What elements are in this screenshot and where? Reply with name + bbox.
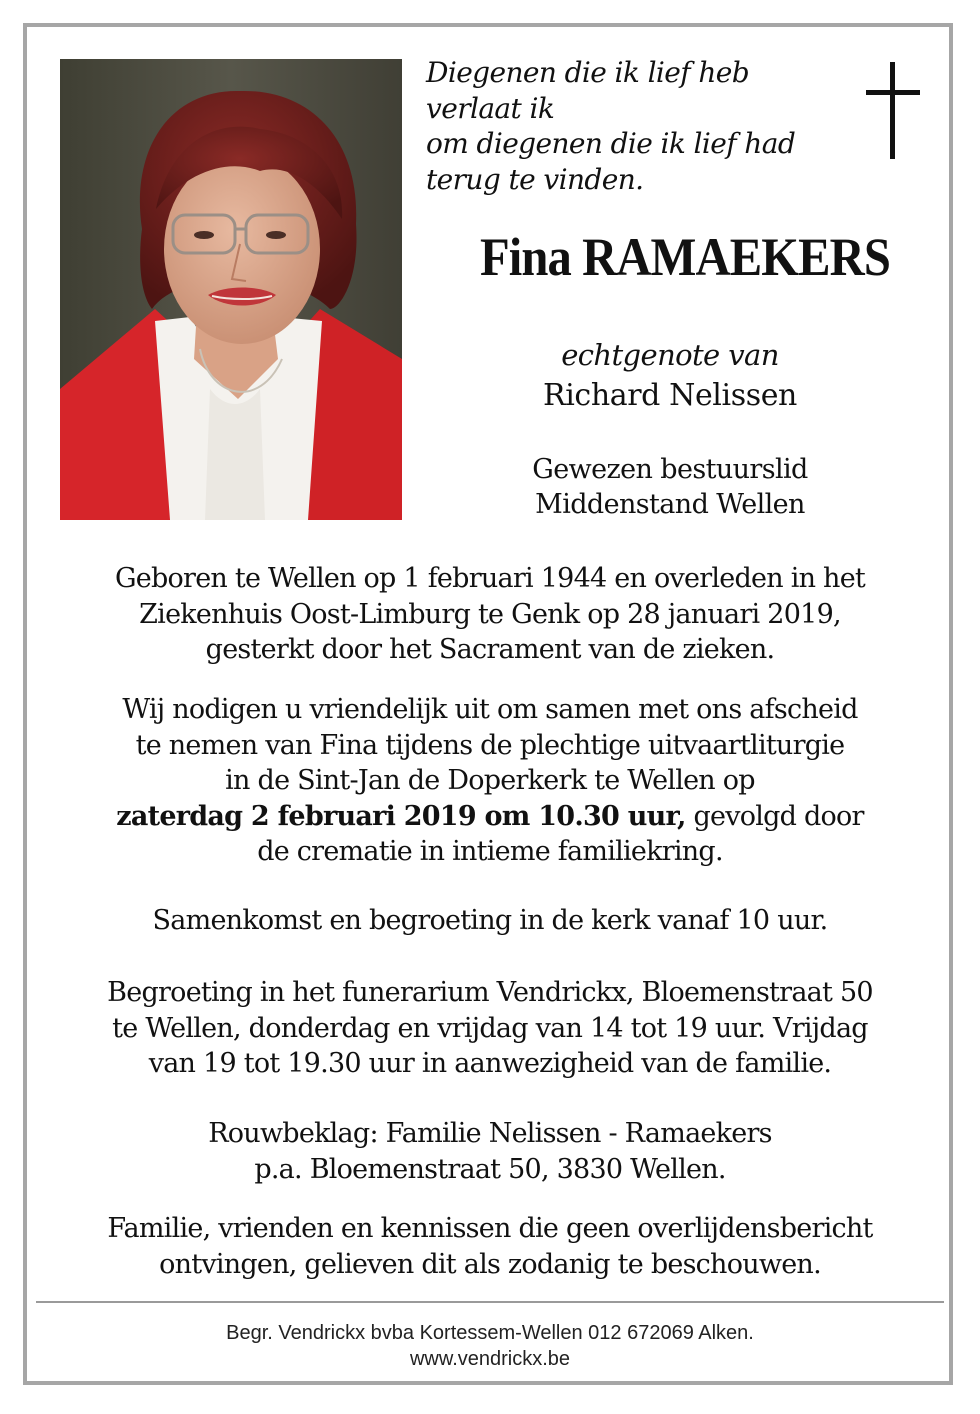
paragraph-line: Wij nodigen u vriendelijk uit om samen met ons afscheid	[122, 694, 858, 725]
role-line: Middenstand Wellen	[535, 489, 805, 520]
poem-line: terug te vinden.	[426, 162, 644, 196]
funeral-home-footer	[40, 1320, 940, 1372]
gathering-paragraph	[40, 903, 940, 939]
notice-paragraph	[40, 1211, 940, 1282]
paragraph-line: Samenkomst en begroeting in de kerk vanaf 10 uur.	[152, 905, 828, 936]
footer-divider	[36, 1301, 944, 1303]
memorial-poem	[426, 55, 826, 197]
paragraph-line: Ziekenhuis Oost-Limburg te Genk op 28 januari 2019,	[139, 598, 841, 630]
funeral-date-rest: gevolgd door	[685, 800, 864, 832]
paragraph-line: p.a. Bloemenstraat 50, 3830 Wellen.	[254, 1153, 726, 1185]
paragraph-line: te Wellen, donderdag en vrijdag van 14 tot 19 uur. Vrijdag	[112, 1012, 868, 1044]
poem-line: om diegenen die ik lief had	[426, 127, 796, 160]
birth-death-paragraph	[40, 561, 940, 668]
invitation-paragraph	[40, 692, 940, 870]
paragraph-line: in de Sint-Jan de Doperkerk te Wellen op	[225, 765, 755, 796]
spouse-label: echtgenote van	[561, 338, 779, 372]
paragraph-line: Geboren te Wellen op 1 februari 1944 en overleden in het	[114, 563, 866, 594]
paragraph-line: Begroeting in het funerarium Vendrickx, Bloemenstraat 50	[107, 977, 873, 1008]
paragraph-line: te nemen van Fina tijdens de plechtige uitvaartliturgie	[135, 729, 845, 761]
paragraph-line: van 19 tot 19.30 uur in aanwezigheid van de familie.	[148, 1048, 832, 1079]
deceased-name: Fina RAMAEKERS	[479, 227, 890, 287]
condolences-paragraph	[40, 1116, 940, 1187]
paragraph-line: gesterkt door het Sacrament van de zieken.	[205, 634, 775, 665]
paragraph-line: Familie, vrienden en kennissen die geen overlijdensbericht	[107, 1213, 873, 1244]
role-line: Gewezen bestuurslid	[532, 454, 808, 485]
viewing-paragraph	[40, 975, 940, 1082]
role-description	[440, 452, 900, 522]
footer-company: Begr. Vendrickx bvba Kortessem-Wellen 012 672069 Alken.	[226, 1322, 754, 1344]
funeral-date: zaterdag 2 februari 2019 om 10.30 uur,	[116, 800, 686, 832]
paragraph-line: ontvingen, gelieven dit als zodanig te beschouwen.	[159, 1248, 821, 1280]
portrait-photo	[60, 59, 402, 520]
spouse-name: Richard Nelissen	[543, 378, 797, 413]
poem-line: Diegenen die ik lief heb	[426, 56, 750, 89]
paragraph-line: de crematie in intieme familiekring.	[257, 836, 723, 867]
cross-icon	[864, 62, 924, 162]
paragraph-line	[40, 799, 940, 835]
portrait-illustration	[60, 59, 402, 520]
footer-website[interactable]: www.vendrickx.be	[409, 1348, 571, 1370]
poem-line: verlaat ik	[426, 91, 555, 125]
paragraph-line: Rouwbeklag: Familie Nelissen - Ramaekers	[208, 1118, 772, 1149]
